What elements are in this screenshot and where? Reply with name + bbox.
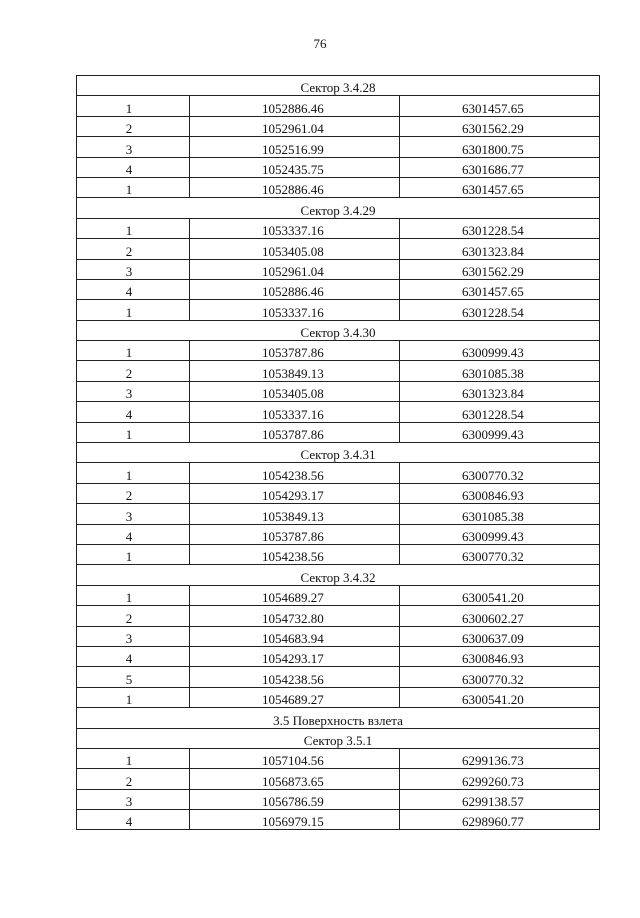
y-coordinate-cell: 6299260.73 bbox=[400, 769, 600, 789]
table-row bbox=[77, 810, 600, 830]
x-coordinate-cell: 1052961.04 bbox=[190, 116, 400, 136]
table-row bbox=[77, 157, 600, 177]
y-coordinate-cell: 6300637.09 bbox=[400, 626, 600, 646]
point-number-cell: 4 bbox=[77, 402, 190, 422]
table-row bbox=[77, 687, 600, 707]
x-coordinate-cell: 1052886.46 bbox=[190, 279, 400, 299]
y-coordinate-cell: 6301085.38 bbox=[400, 504, 600, 524]
table-row bbox=[77, 177, 600, 197]
table-row bbox=[77, 381, 600, 401]
point-number-cell: 4 bbox=[77, 646, 190, 666]
x-coordinate-cell: 1054293.17 bbox=[190, 483, 400, 503]
x-coordinate-cell: 1054732.80 bbox=[190, 606, 400, 626]
x-coordinate-cell: 1053405.08 bbox=[190, 239, 400, 259]
section-heading: Сектор 3.4.29 bbox=[77, 198, 600, 218]
point-number-cell: 2 bbox=[77, 361, 190, 381]
y-coordinate-cell: 6300999.43 bbox=[400, 524, 600, 544]
x-coordinate-cell: 1052516.99 bbox=[190, 137, 400, 157]
x-coordinate-cell: 1053337.16 bbox=[190, 402, 400, 422]
table-row bbox=[77, 239, 600, 259]
table-row bbox=[77, 259, 600, 279]
table-row bbox=[77, 300, 600, 320]
section-heading-row bbox=[77, 198, 600, 218]
y-coordinate-cell: 6301686.77 bbox=[400, 157, 600, 177]
y-coordinate-cell: 6301800.75 bbox=[400, 137, 600, 157]
point-number-cell: 1 bbox=[77, 544, 190, 564]
x-coordinate-cell: 1053787.86 bbox=[190, 341, 400, 361]
x-coordinate-cell: 1052961.04 bbox=[190, 259, 400, 279]
section-heading-row bbox=[77, 565, 600, 585]
section-heading: Сектор 3.4.32 bbox=[77, 565, 600, 585]
point-number-cell: 1 bbox=[77, 177, 190, 197]
x-coordinate-cell: 1053787.86 bbox=[190, 422, 400, 442]
coordinates-table-body bbox=[77, 76, 600, 830]
x-coordinate-cell: 1054238.56 bbox=[190, 463, 400, 483]
point-number-cell: 1 bbox=[77, 463, 190, 483]
point-number-cell: 2 bbox=[77, 116, 190, 136]
section-heading-row bbox=[77, 728, 600, 748]
y-coordinate-cell: 6301457.65 bbox=[400, 177, 600, 197]
table-row bbox=[77, 504, 600, 524]
y-coordinate-cell: 6301323.84 bbox=[400, 381, 600, 401]
x-coordinate-cell: 1054689.27 bbox=[190, 687, 400, 707]
table-row bbox=[77, 402, 600, 422]
y-coordinate-cell: 6301228.54 bbox=[400, 218, 600, 238]
point-number-cell: 1 bbox=[77, 341, 190, 361]
x-coordinate-cell: 1053849.13 bbox=[190, 504, 400, 524]
y-coordinate-cell: 6300999.43 bbox=[400, 422, 600, 442]
x-coordinate-cell: 1056786.59 bbox=[190, 789, 400, 809]
point-number-cell: 3 bbox=[77, 381, 190, 401]
section-heading-row bbox=[77, 443, 600, 463]
x-coordinate-cell: 1052435.75 bbox=[190, 157, 400, 177]
table-row bbox=[77, 524, 600, 544]
table-row bbox=[77, 585, 600, 605]
table-row bbox=[77, 769, 600, 789]
point-number-cell: 2 bbox=[77, 483, 190, 503]
y-coordinate-cell: 6300541.20 bbox=[400, 687, 600, 707]
section-heading-row bbox=[77, 76, 600, 96]
point-number-cell: 3 bbox=[77, 504, 190, 524]
section-heading: Сектор 3.4.30 bbox=[77, 320, 600, 340]
y-coordinate-cell: 6298960.77 bbox=[400, 810, 600, 830]
table-row bbox=[77, 96, 600, 116]
y-coordinate-cell: 6301085.38 bbox=[400, 361, 600, 381]
section-heading: Сектор 3.4.28 bbox=[77, 76, 600, 96]
y-coordinate-cell: 6300999.43 bbox=[400, 341, 600, 361]
x-coordinate-cell: 1056873.65 bbox=[190, 769, 400, 789]
point-number-cell: 2 bbox=[77, 606, 190, 626]
y-coordinate-cell: 6301228.54 bbox=[400, 402, 600, 422]
y-coordinate-cell: 6300602.27 bbox=[400, 606, 600, 626]
y-coordinate-cell: 6300770.32 bbox=[400, 463, 600, 483]
table-row bbox=[77, 544, 600, 564]
table-row bbox=[77, 646, 600, 666]
y-coordinate-cell: 6301562.29 bbox=[400, 116, 600, 136]
table-row bbox=[77, 463, 600, 483]
table-row bbox=[77, 116, 600, 136]
page-number: 76 bbox=[313, 36, 327, 51]
x-coordinate-cell: 1053337.16 bbox=[190, 300, 400, 320]
y-coordinate-cell: 6299136.73 bbox=[400, 748, 600, 768]
y-coordinate-cell: 6301323.84 bbox=[400, 239, 600, 259]
table-row bbox=[77, 626, 600, 646]
x-coordinate-cell: 1054683.94 bbox=[190, 626, 400, 646]
table-row bbox=[77, 422, 600, 442]
y-coordinate-cell: 6299138.57 bbox=[400, 789, 600, 809]
point-number-cell: 4 bbox=[77, 810, 190, 830]
table-row bbox=[77, 361, 600, 381]
x-coordinate-cell: 1053337.16 bbox=[190, 218, 400, 238]
x-coordinate-cell: 1054293.17 bbox=[190, 646, 400, 666]
point-number-cell: 1 bbox=[77, 422, 190, 442]
y-coordinate-cell: 6301457.65 bbox=[400, 279, 600, 299]
x-coordinate-cell: 1054689.27 bbox=[190, 585, 400, 605]
point-number-cell: 4 bbox=[77, 279, 190, 299]
point-number-cell: 3 bbox=[77, 789, 190, 809]
table-row bbox=[77, 748, 600, 768]
table-row bbox=[77, 483, 600, 503]
point-number-cell: 2 bbox=[77, 239, 190, 259]
point-number-cell: 2 bbox=[77, 769, 190, 789]
table-row bbox=[77, 606, 600, 626]
x-coordinate-cell: 1054238.56 bbox=[190, 667, 400, 687]
point-number-cell: 1 bbox=[77, 218, 190, 238]
table-row bbox=[77, 137, 600, 157]
y-coordinate-cell: 6301562.29 bbox=[400, 259, 600, 279]
y-coordinate-cell: 6300846.93 bbox=[400, 646, 600, 666]
point-number-cell: 1 bbox=[77, 300, 190, 320]
point-number-cell: 1 bbox=[77, 748, 190, 768]
section-heading: 3.5 Поверхность взлета bbox=[77, 708, 600, 728]
y-coordinate-cell: 6300846.93 bbox=[400, 483, 600, 503]
section-heading: Сектор 3.4.31 bbox=[77, 443, 600, 463]
y-coordinate-cell: 6301228.54 bbox=[400, 300, 600, 320]
point-number-cell: 1 bbox=[77, 96, 190, 116]
y-coordinate-cell: 6300770.32 bbox=[400, 544, 600, 564]
table-row bbox=[77, 279, 600, 299]
x-coordinate-cell: 1057104.56 bbox=[190, 748, 400, 768]
point-number-cell: 4 bbox=[77, 157, 190, 177]
point-number-cell: 4 bbox=[77, 524, 190, 544]
coordinates-table bbox=[76, 75, 600, 830]
table-row bbox=[77, 218, 600, 238]
section-heading-row bbox=[77, 320, 600, 340]
point-number-cell: 1 bbox=[77, 687, 190, 707]
y-coordinate-cell: 6300770.32 bbox=[400, 667, 600, 687]
x-coordinate-cell: 1053849.13 bbox=[190, 361, 400, 381]
y-coordinate-cell: 6300541.20 bbox=[400, 585, 600, 605]
x-coordinate-cell: 1053405.08 bbox=[190, 381, 400, 401]
table-row bbox=[77, 667, 600, 687]
x-coordinate-cell: 1054238.56 bbox=[190, 544, 400, 564]
point-number-cell: 3 bbox=[77, 259, 190, 279]
table-row bbox=[77, 341, 600, 361]
point-number-cell: 3 bbox=[77, 626, 190, 646]
x-coordinate-cell: 1052886.46 bbox=[190, 96, 400, 116]
y-coordinate-cell: 6301457.65 bbox=[400, 96, 600, 116]
point-number-cell: 1 bbox=[77, 585, 190, 605]
x-coordinate-cell: 1056979.15 bbox=[190, 810, 400, 830]
x-coordinate-cell: 1053787.86 bbox=[190, 524, 400, 544]
section-heading: Сектор 3.5.1 bbox=[77, 728, 600, 748]
point-number-cell: 3 bbox=[77, 137, 190, 157]
section-heading-row bbox=[77, 708, 600, 728]
point-number-cell: 5 bbox=[77, 667, 190, 687]
x-coordinate-cell: 1052886.46 bbox=[190, 177, 400, 197]
table-row bbox=[77, 789, 600, 809]
